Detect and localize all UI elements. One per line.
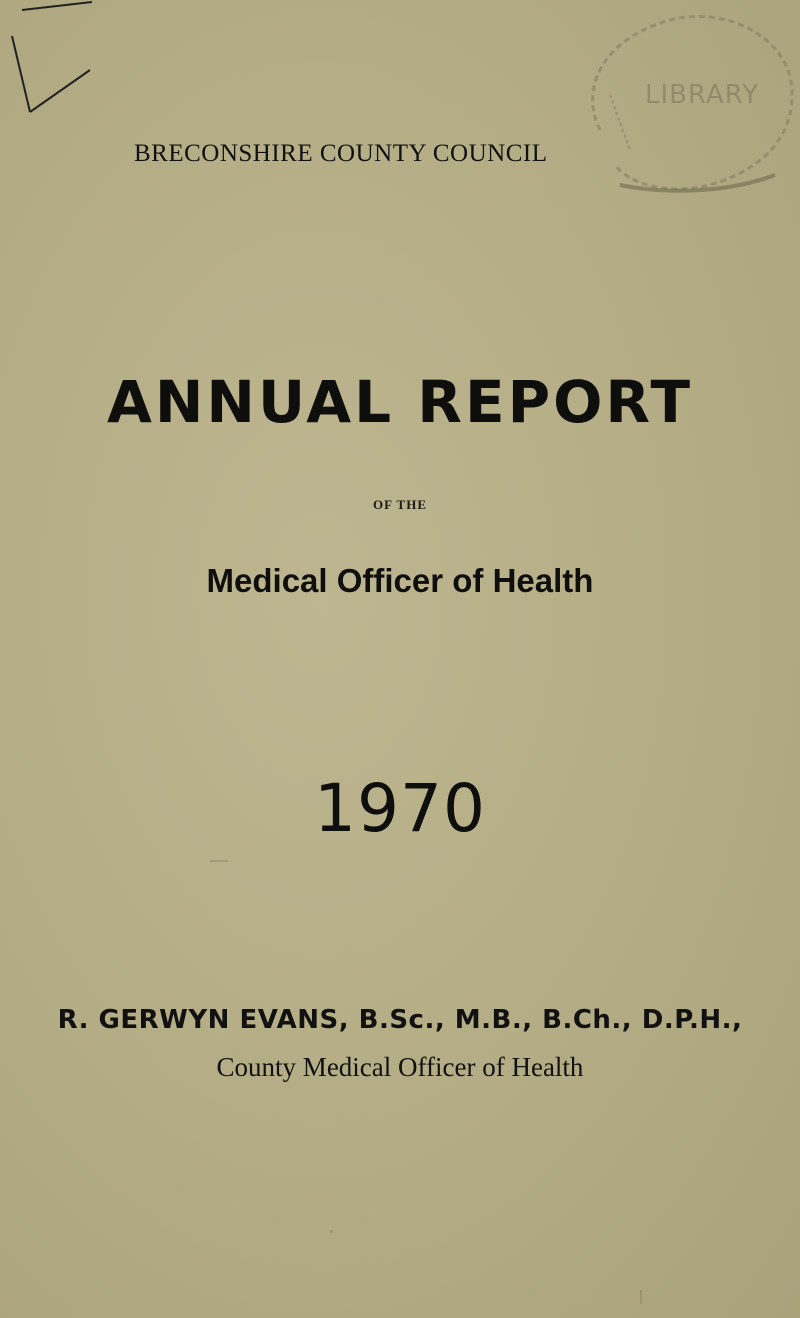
paper-speck — [330, 1230, 333, 1233]
paper-speck — [640, 1290, 642, 1304]
paper-speck — [210, 860, 228, 862]
of-the-line: OF THE — [372, 497, 428, 512]
author-role: County Medical Officer of Health — [216, 1052, 584, 1082]
author-name: R. GERWYN EVANS, B.Sc., M.B., B.Ch., D.P.H., — [57, 1005, 743, 1035]
pencil-corner-mark — [0, 0, 120, 130]
report-year: 1970 — [314, 770, 486, 847]
report-subtitle: Medical Officer of Health — [206, 562, 594, 599]
report-title: ANNUAL REPORT — [106, 368, 694, 436]
council-name: BRECONSHIRE COUNTY COUNCIL — [134, 140, 548, 167]
library-stamp-label: LIBRARY — [645, 80, 760, 110]
